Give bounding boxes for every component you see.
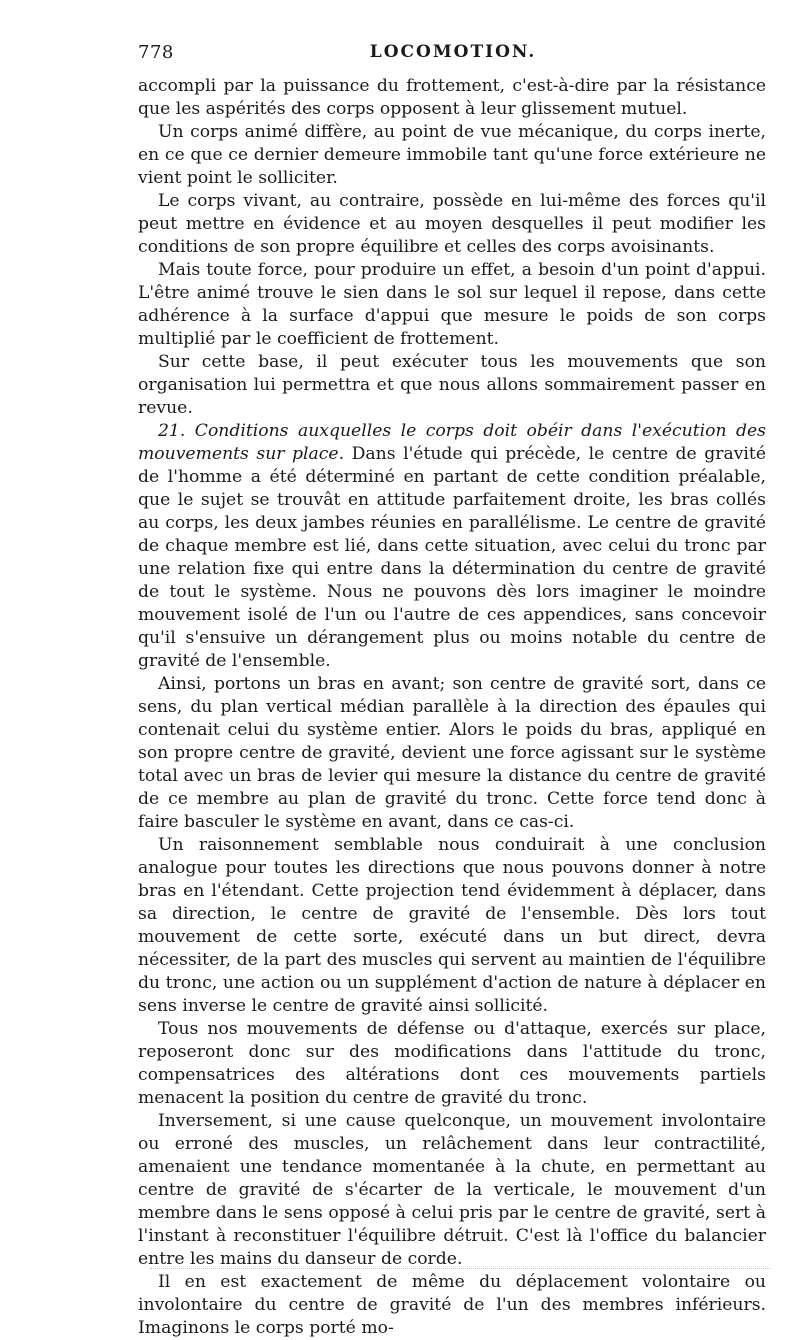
footer-divider (150, 1268, 770, 1269)
paragraph: Tous nos mouvements de défense ou d'attaque, exercés sur place, reposeront donc sur des modifications dans l'attitude du tronc, compensatrices des altérations dont ces mouvements partiels menacent la position du centre de gravité du tronc. (138, 1019, 766, 1108)
page-number: 778 (138, 42, 174, 63)
body-text (138, 75, 766, 1340)
paragraph: Sur cette base, il peut exécuter tous les mouvements que son organisation lui permettra et que nous allons sommairement passer en revue. (138, 352, 766, 418)
paragraph: Ainsi, portons un bras en avant; son centre de gravité sort, dans ce sens, du plan vertical médian parallèle à la direction des épaules qui contenait celui du système entier. Alors le poids du bras, appliqué en son propre centre de gravité, devient une force agissant sur le système total avec un bras de levier qui mesure la distance du centre de gravité de ce membre au plan de gravité du tronc. Cette force tend donc à faire basculer le système en avant, dans ce cas-ci. (138, 674, 766, 832)
section-title: 21. Conditions auxquelles le corps doit obéir dans l'exécution des mouvements sur place. (138, 421, 766, 464)
paragraph: Le corps vivant, au contraire, possède en lui-même des forces qu'il peut mettre en évidence et au moyen desquelles il peut modifier les conditions de son propre équilibre et celles des corps avoisinants. (138, 191, 766, 257)
paragraph: accompli par la puissance du frottement, c'est-à-dire par la résistance que les aspérités des corps opposent à leur glissement mutuel. (138, 76, 766, 119)
running-title: LOCOMOTION. (369, 42, 537, 62)
paragraph: Inversement, si une cause quelconque, un mouvement involontaire ou erroné des muscles, un relâchement dans leur contractilité, amenaient une tendance momentanée à la chute, en permettant au centre de gravité de s'écarter de la verticale, le mouvement d'un membre dans le sens opposé à celui pris par le centre de gravité, sert à l'instant à reconstituer l'équilibre détruit. C'est là l'office du balancier entre les mains du danseur de corde. (138, 1111, 766, 1269)
section-body: Dans l'étude qui précède, le centre de gravité de l'homme a été déterminé en partant de cette condition préalable, que le sujet se trouvât en attitude parfaitement droite, les bras collés au corps, les deux jambes réunies en parallélisme. Le centre de gravité de chaque membre est lié, dans cette situation, avec celui du tronc par une relation fixe qui entre dans la détermination du centre de gravité de tout le système. Nous ne pouvons dès lors imaginer le moindre mouvement isolé de l'un ou l'autre de ces appendices, sans concevoir qu'il s'ensuive un dérangement plus ou moins notable du centre de gravité de l'ensemble. (138, 444, 766, 671)
section-paragraph (138, 420, 766, 673)
paragraph: Mais toute force, pour produire un effet, a besoin d'un point d'appui. L'être animé trouve le sien dans le sol sur lequel il repose, dans cette adhérence à la surface d'appui que mesure le poids de son corps multiplié par le coefficient de frottement. (138, 260, 766, 349)
paragraph: Il en est exactement de même du déplacement volontaire ou involontaire du centre de gravité de l'un des membres inférieurs. Imaginons le corps porté mo- (138, 1272, 766, 1338)
paragraph: Un raisonnement semblable nous conduirait à une conclusion analogue pour toutes les directions que nous pouvons donner à notre bras en l'étendant. Cette projection tend évidemment à déplacer, dans sa direction, le centre de gravité de l'ensemble. Dès lors tout mouvement de cette sorte, exécuté dans un but direct, devra nécessiter, de la part des muscles qui servent au maintien de l'équilibre du tronc, une action ou un supplément d'action de nature à déplacer en sens inverse le centre de gravité ainsi sollicité. (138, 835, 766, 1016)
page-header (138, 42, 768, 72)
paragraph: Un corps animé diffère, au point de vue mécanique, du corps inerte, en ce que ce dernier demeure immobile tant qu'une force extérieure ne vient point le solliciter. (138, 122, 766, 188)
